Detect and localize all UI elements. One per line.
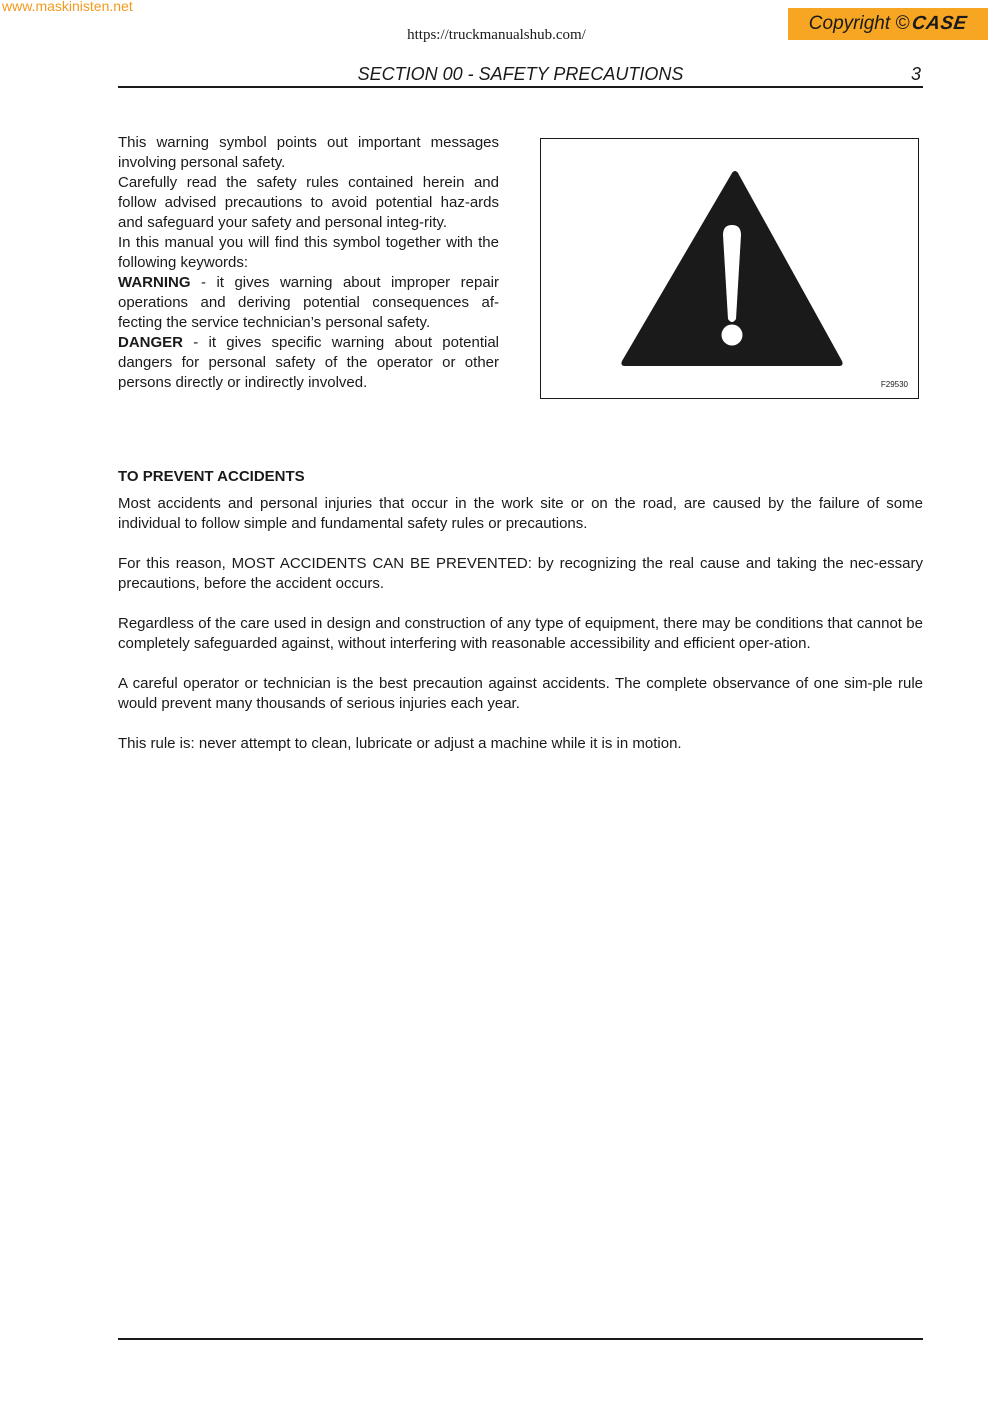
- body-text: [118, 494, 923, 774]
- intro-paragraph-2: Carefully read the safety rules contained herein and follow advised precautions to avoid potential haz-ards and safeguard your safety and personal integ-rity.: [118, 174, 499, 231]
- figure-code: F29530: [880, 380, 908, 389]
- page-number: 3: [910, 64, 921, 84]
- brand-logo: CASE: [911, 13, 969, 34]
- watermark-link[interactable]: www.maskinisten.net: [2, 0, 133, 14]
- warning-definition: [118, 273, 499, 333]
- danger-description: - it gives specific warning about potential dangers for personal safety of the operator or other persons directly or indirectly involved.: [118, 334, 499, 391]
- warning-keyword: WARNING: [118, 274, 191, 291]
- footer-rule: [118, 1338, 923, 1340]
- source-url[interactable]: https://truckmanualshub.com/: [407, 27, 586, 43]
- copyright-text: Copyright ©: [808, 13, 910, 34]
- intro-paragraph-1: This warning symbol points out important messages involving personal safety.: [118, 134, 499, 171]
- body-paragraph-2: For this reason, MOST ACCIDENTS CAN BE PREVENTED: by recognizing the real cause and taking the nec-essary precautions, before the accident occurs.: [118, 555, 923, 592]
- warning-triangle-icon: [619, 169, 845, 369]
- danger-keyword: DANGER: [118, 334, 184, 351]
- copyright-badge: [788, 8, 988, 40]
- section-title: SECTION 00 - SAFETY PRECAUTIONS: [357, 64, 684, 84]
- section-heading: TO PREVENT ACCIDENTS: [118, 468, 305, 485]
- warning-figure: [540, 138, 919, 399]
- body-paragraph-3: Regardless of the care used in design and construction of any type of equipment, there may be conditions that cannot be completely safeguarded against, without interfering with reasonable accessibility and efficient oper-ation.: [118, 615, 923, 652]
- danger-definition: [118, 333, 499, 393]
- page-header: [118, 64, 923, 88]
- intro-paragraph-3: In this manual you will find this symbol together with the following keywords:: [118, 234, 499, 271]
- body-paragraph-5: This rule is: never attempt to clean, lubricate or adjust a machine while it is in motion.: [118, 735, 682, 752]
- intro-text: [118, 133, 499, 393]
- warning-description: - it gives warning about improper repair operations and deriving potential consequences af-fecting the service technician’s personal safety.: [118, 274, 499, 331]
- body-paragraph-1: Most accidents and personal injuries that occur in the work site or on the road, are caused by the failure of some individual to follow simple and fundamental safety rules or precautions.: [118, 495, 923, 532]
- body-paragraph-4: A careful operator or technician is the best precaution against accidents. The complete observance of one sim-ple rule would prevent many thousands of serious injuries each year.: [118, 675, 923, 712]
